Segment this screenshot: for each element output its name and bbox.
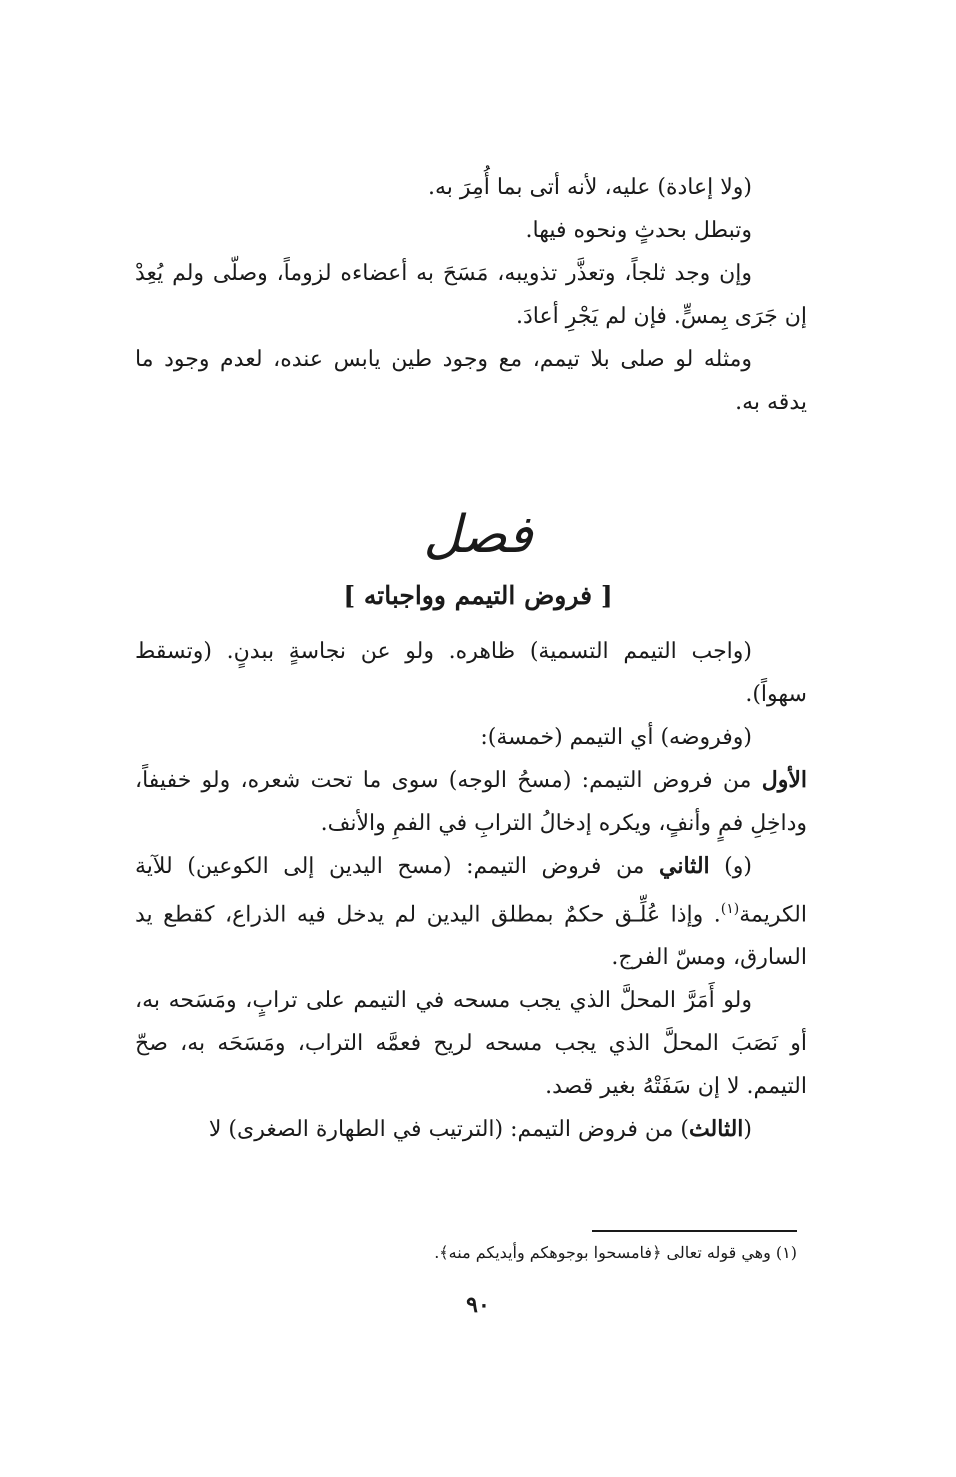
bold-term: الثالث [688,1116,744,1143]
paragraph: ومثله لو صلى بلا تيمم، مع وجود طين يابس عنده، لعدم وجود ما يدقه به. [135,347,807,415]
paragraph [135,759,807,845]
footnote-divider [592,1230,797,1232]
paragraph-text: (و) [709,854,752,879]
footnote: (١) وهي قوله تعالى ﴿فامسحوا بوجوهكم وأيديكم منه﴾. [434,1243,797,1262]
paragraph-text: من فروض التيمم: (مسح اليدين إلى الكوعين) للآية الكريمة [135,854,807,928]
section-subheading: [ فروض التيمم وواجباته ] [343,581,613,610]
paragraph-text: من فروض التيمم: (مسحُ الوجه) سوى ما تحت شعره، ولو خفيفاً، وداخِلِ فمٍ وأنفٍ، ويكره إدخالُ الترابِ في الفمِ والأنف. [135,768,807,836]
paragraph [135,1108,807,1151]
paragraph-text: . وإذا عُلِّـق حكمٌ بمطلق اليدين لم يدخل فيه الذراع، كقطع يد السارق، ومسّ الفرج. [135,902,807,971]
main-text-block [135,630,807,1151]
bold-term: الأول [761,767,807,793]
paragraph-text: ) من فروض التيمم: (الترتيب في الطهارة الصغرى) لا [208,1117,689,1143]
paragraph: ولو أَمَرَّ المحلَّ الذي يجب مسحه في التيمم على ترابٍ، ومَسَحه به، أو نَصَبَ المحلَّ الذي يجب مسحه لريح فعمَّه التراب، ومَسَحَه به، صحّ التيمم. لا إن سَفَتْهُ بغير قصد. [135,988,807,1100]
paragraph: وتبطل بحدثٍ ونحوه فيها. [525,218,752,243]
top-text-block [135,166,807,424]
section-heading-fasl: فصل [423,505,533,565]
paragraph: (ولا إعادة) عليه، لأنه أتى بما أُمِرَ به. [427,175,752,200]
bold-term: الثاني [659,853,710,879]
paragraph: (واجب التيمم التسمية) ظاهره. ولو عن نجاسةٍ ببدنٍ. (وتسقط سهواً). [135,639,807,707]
paragraph-text: ( [743,1117,752,1143]
page-number: ٩٠ [466,1292,490,1318]
paragraph [135,845,807,979]
footnote-marker: (١) [720,901,740,917]
paragraph: (وفروضه) أي التيمم (خمسة): [480,725,752,750]
paragraph: وإن وجد ثلجاً، وتعذَّر تذويبه، مَسَحَ به أعضاءه لزوماً، وصلّى ولم يُعِدْ إن جَرَى بِمسٍّ. فإن لم يَجْرِ أعادَ. [135,261,807,329]
